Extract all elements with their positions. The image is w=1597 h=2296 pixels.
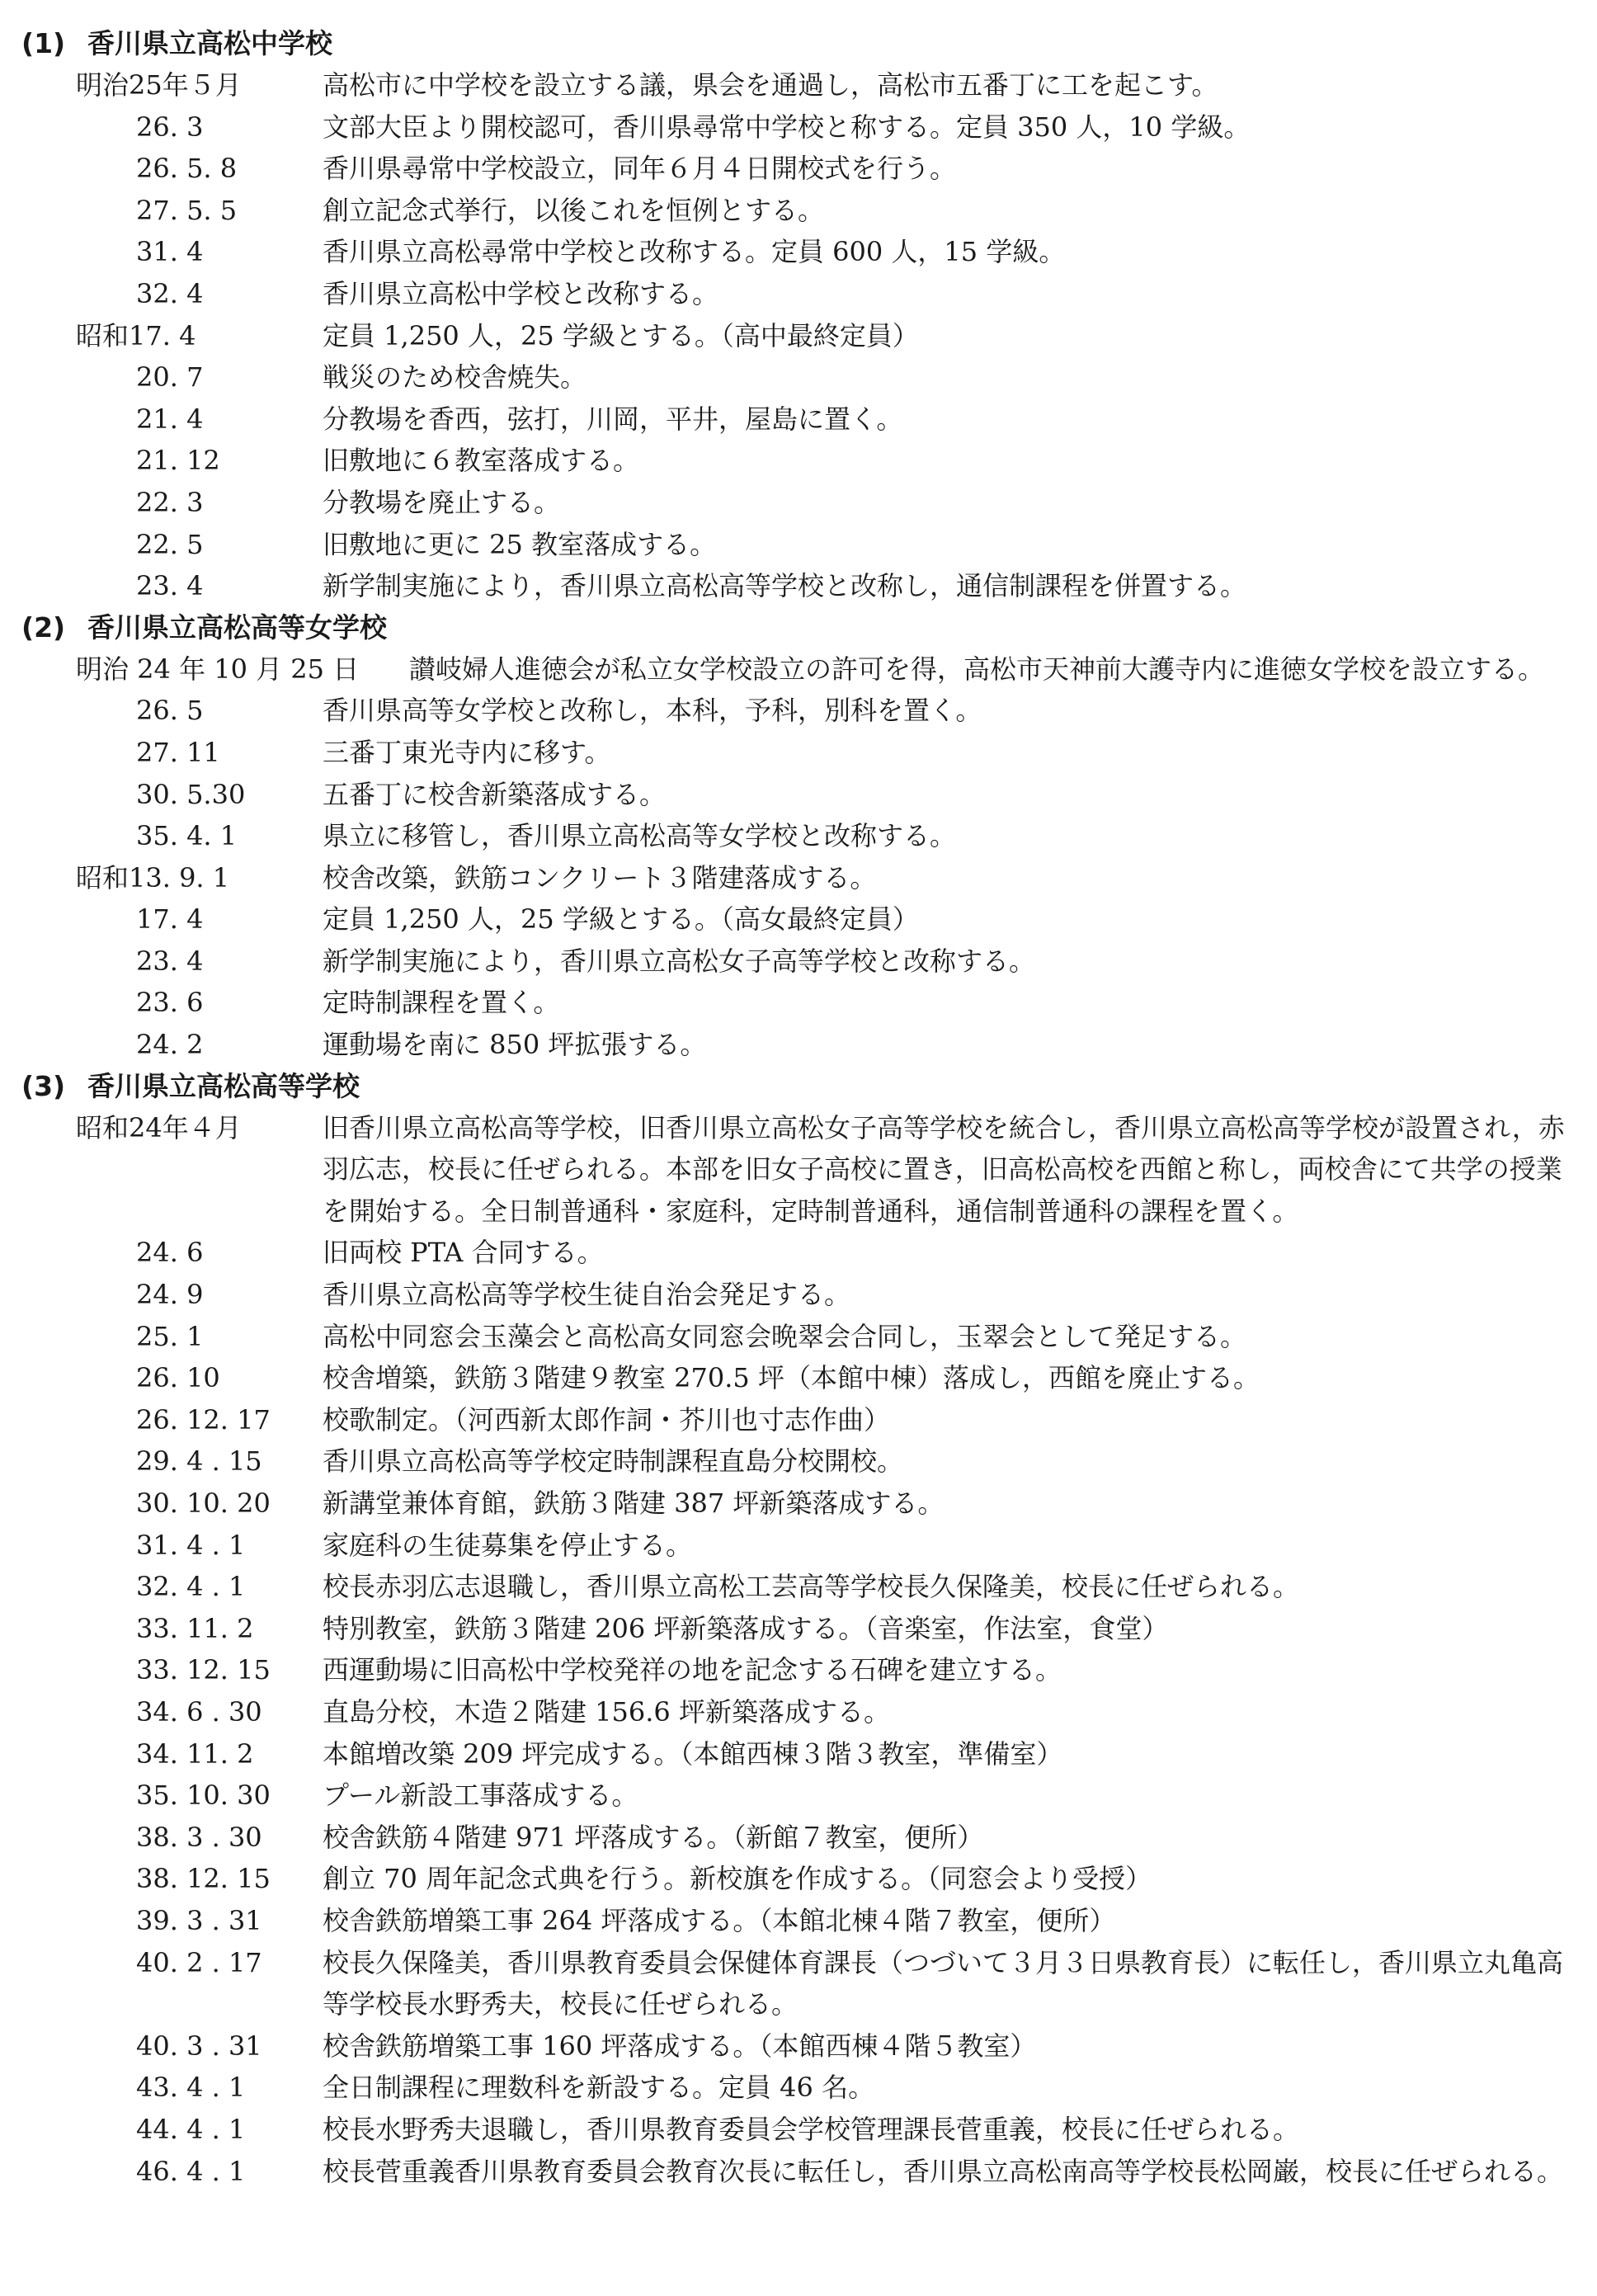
entry-text: 分教場を廃止する。	[323, 486, 561, 518]
entry-date: 昭和17. 4	[76, 319, 196, 351]
entry-text: 戦災のため校舎焼失。	[323, 361, 587, 394]
entry-text: 西運動場に旧高松中学校発祥の地を記念する石碑を建立する。	[323, 1654, 1062, 1686]
timeline-entry	[0, 2025, 1597, 2067]
section-number: (1)	[21, 27, 66, 59]
entry-date: 43. 4 . 1	[136, 2072, 246, 2104]
entry-text: 定員 1,250 人，25 学級とする。（高女最終定員）	[323, 903, 919, 936]
entry-date: 23. 6	[136, 987, 204, 1019]
timeline-entry	[0, 1691, 1597, 1733]
timeline-entry	[0, 106, 1597, 149]
entry-date: 21. 4	[136, 403, 204, 435]
entry-text: 三番丁東光寺内に移す。	[323, 736, 611, 768]
section-title: 香川県立高松中学校	[87, 27, 332, 59]
timeline-entry	[0, 815, 1597, 857]
timeline-entry	[0, 1817, 1597, 1859]
timeline-entry	[0, 1024, 1597, 1066]
entry-text: 創立記念式挙行，以後これを恒例とする。	[323, 194, 825, 226]
entry-text: 家庭科の生徒募集を停止する。	[323, 1529, 693, 1561]
entry-date: 昭和24年４月	[76, 1111, 242, 1143]
entry-text: 五番丁に校舎新築落成する。	[323, 778, 667, 810]
entry-text: 旧敷地に更に 25 教室落成する。	[323, 528, 717, 560]
timeline-entry	[0, 2067, 1597, 2109]
entry-text: 校長菅重義香川県教育委員会教育次長に転任し，香川県立高松南高等学校長松岡巌，校長に任ぜられる。	[323, 2155, 1564, 2187]
timeline-entry	[0, 1733, 1597, 1775]
entry-date: 明治 24 年 10 月 25 日	[76, 653, 360, 685]
entry-date: 46. 4 . 1	[136, 2155, 246, 2187]
entry-text: 直島分校，木造２階建 156.6 坪新築落成する。	[323, 1695, 890, 1728]
entry-text: 香川県立高松高等学校生徒自治会発足する。	[323, 1279, 851, 1311]
entry-date: 20. 7	[136, 361, 204, 394]
timeline-entry	[0, 482, 1597, 524]
timeline-entry	[0, 1858, 1597, 1900]
entry-text: 文部大臣より開校認可，香川県尋常中学校と称する。定員 350 人，10 学級。	[323, 111, 1251, 143]
entry-text: 旧敷地に６教室落成する。	[323, 445, 640, 477]
timeline-entry	[0, 356, 1597, 398]
entry-date: 34. 6 . 30	[136, 1695, 262, 1728]
entry-date: 24. 2	[136, 1029, 204, 1061]
entry-text: 県立に移管し，香川県立高松高等女学校と改称する。	[323, 820, 957, 852]
entry-text: 校長水野秀夫退職し，香川県教育委員会学校管理課長菅重義，校長に任ぜられる。	[323, 2113, 1300, 2145]
entry-text: 校長久保隆美，香川県教育委員会保健体育課長（つづいて３月３日県教育長）に転任し，香川県立丸亀高等学校長水野秀夫，校長に任ぜられる。	[323, 1946, 1564, 2020]
timeline-entry	[0, 1107, 1597, 1233]
entry-text: 特別教室，鉄筋３階建 206 坪新築落成する。（音楽室，作法室，食堂）	[323, 1612, 1169, 1644]
entry-date: 昭和13. 9. 1	[76, 861, 230, 893]
entry-date: 30. 5.30	[136, 778, 246, 810]
entry-date: 24. 6	[136, 1237, 204, 1269]
entry-date: 40. 3 . 31	[136, 2030, 262, 2062]
entry-date: 39. 3 . 31	[136, 1904, 262, 1936]
timeline-entry	[0, 1357, 1597, 1399]
entry-date: 22. 3	[136, 486, 204, 518]
section-heading	[0, 23, 1597, 64]
entry-date: 30. 10. 20	[136, 1487, 271, 1519]
entry-date: 31. 4 . 1	[136, 1529, 246, 1561]
timeline-entry	[0, 1649, 1597, 1691]
entry-text: 創立 70 周年記念式典を行う。新校旗を作成する。（同窓会より受授）	[323, 1863, 1152, 1895]
timeline-entry	[0, 1900, 1597, 1942]
entry-text: 旧香川県立高松高等学校，旧香川県立高松女子高等学校を統合し，香川県立高松高等学校が設置され，赤羽広志，校長に任ぜられる。本部を旧女子高校に置き，旧高松高校を西館と称し，両校舎にて共学の授業を開始する。全日制普通科・家庭科，定時制普通科，通信制普通科の課程を置く。	[323, 1111, 1565, 1227]
entry-text: 定員 1,250 人，25 学級とする。（高中最終定員）	[323, 319, 919, 351]
entry-date: 40. 2 . 17	[136, 1946, 262, 1978]
timeline-entry	[0, 2109, 1597, 2151]
entry-date: 35. 10. 30	[136, 1780, 271, 1812]
timeline-entry	[0, 2151, 1597, 2193]
entry-date: 32. 4	[136, 277, 204, 309]
entry-text: 香川県立高松中学校と改称する。	[323, 277, 719, 309]
timeline-entry	[0, 565, 1597, 607]
timeline-entry	[0, 1483, 1597, 1525]
entry-text: 新学制実施により，香川県立高松高等学校と改称し，通信制課程を併置する。	[323, 570, 1247, 602]
section-title: 香川県立高松高等女学校	[87, 611, 387, 644]
timeline-entry	[0, 1274, 1597, 1316]
entry-text: 高松中同窓会玉藻会と高松高女同窓会晩翠会合同し，玉翠会として発足する。	[323, 1320, 1247, 1352]
entry-text: 新講堂兼体育館，鉄筋３階建 387 坪新築落成する。	[323, 1487, 945, 1519]
entry-text: 高松市に中学校を設立する議，県会を通過し，高松市五番丁に工を起こす。	[323, 69, 1218, 101]
timeline-entry	[0, 1608, 1597, 1650]
timeline-entry	[0, 398, 1597, 441]
entry-date: 26. 3	[136, 111, 204, 143]
entry-date: 26. 10	[136, 1362, 220, 1394]
timeline-entry	[0, 148, 1597, 190]
entry-date: 26. 5. 8	[136, 153, 238, 185]
entry-date: 明治25年５月	[76, 69, 242, 101]
timeline-entry	[0, 273, 1597, 315]
entry-text: 校舎改築，鉄筋コンクリート３階建落成する。	[323, 861, 877, 893]
entry-date: 25. 1	[136, 1320, 204, 1352]
timeline-entry	[0, 1566, 1597, 1608]
entry-date: 29. 4 . 15	[136, 1445, 262, 1478]
entry-text: 讃岐婦人進徳会が私立女学校設立の許可を得，高松市天神前大護寺内に進徳女学校を設立する。	[409, 653, 1545, 685]
entry-text: 運動場を南に 850 坪拡張する。	[323, 1029, 707, 1061]
entry-date: 44. 4 . 1	[136, 2113, 246, 2145]
entry-date: 26. 12. 17	[136, 1403, 271, 1436]
entry-text: 新学制実施により，香川県立高松女子高等学校と改称する。	[323, 945, 1036, 977]
timeline-entry	[0, 690, 1597, 732]
entry-text: 校舎増築，鉄筋３階建９教室 270.5 坪（本館中棟）落成し，西館を廃止する。	[323, 1362, 1260, 1394]
entry-date: 32. 4 . 1	[136, 1571, 246, 1603]
entry-date: 31. 4	[136, 236, 204, 268]
timeline-entry	[0, 231, 1597, 273]
entry-date: 23. 4	[136, 945, 204, 977]
entry-date: 34. 11. 2	[136, 1737, 254, 1770]
timeline-entry	[0, 857, 1597, 899]
entry-text: 全日制課程に理数科を新設する。定員 46 名。	[323, 2072, 875, 2104]
entry-date: 33. 12. 15	[136, 1654, 271, 1686]
entry-text: 校舎鉄筋４階建 971 坪落成する。（新館７教室，便所）	[323, 1821, 984, 1853]
timeline-entry	[0, 982, 1597, 1024]
section-heading	[0, 1066, 1597, 1107]
entry-date: 17. 4	[136, 903, 204, 936]
section-number: (3)	[21, 1069, 66, 1102]
section-number: (2)	[21, 611, 66, 644]
timeline-entry	[0, 1525, 1597, 1567]
entry-text: 本館増改築 209 坪完成する。（本館西棟３階３教室，準備室）	[323, 1737, 1063, 1770]
timeline-entry	[0, 898, 1597, 941]
section-heading	[0, 607, 1597, 648]
entry-date: 35. 4. 1	[136, 820, 238, 852]
timeline-entry	[0, 315, 1597, 357]
timeline-entry	[0, 190, 1597, 232]
entry-date: 23. 4	[136, 570, 204, 602]
timeline-entry	[0, 1775, 1597, 1817]
timeline-entry	[0, 524, 1597, 566]
timeline-entry	[0, 440, 1597, 482]
entry-date: 22. 5	[136, 528, 204, 560]
entry-text: 旧両校 PTA 合同する。	[323, 1237, 604, 1269]
entry-text: 香川県尋常中学校設立，同年６月４日開校式を行う。	[323, 153, 957, 185]
history-section	[0, 23, 1597, 607]
timeline-entry	[0, 1232, 1597, 1274]
history-document	[0, 23, 1597, 2192]
entry-text: 定時制課程を置く。	[323, 987, 560, 1019]
entry-text: 校長赤羽広志退職し，香川県立高松工芸高等学校長久保隆美，校長に任ぜられる。	[323, 1571, 1300, 1603]
entry-text: 校舎鉄筋増築工事 264 坪落成する。（本館北棟４階７教室，便所）	[323, 1904, 1116, 1936]
entry-text: プール新設工事落成する。	[323, 1780, 638, 1812]
entry-text: 校舎鉄筋増築工事 160 坪落成する。（本館西棟４階５教室）	[323, 2030, 1037, 2062]
timeline-entry	[0, 1399, 1597, 1441]
timeline-entry	[0, 1316, 1597, 1358]
entry-text: 香川県高等女学校と改称し，本科，予科，別科を置く。	[323, 695, 982, 727]
entry-date: 21. 12	[136, 445, 220, 477]
entry-date: 26. 5	[136, 695, 204, 727]
entry-text: 分教場を香西，弦打，川岡，平井，屋島に置く。	[323, 403, 903, 435]
timeline-entry	[0, 1440, 1597, 1483]
timeline-entry	[0, 648, 1597, 691]
entry-text: 校歌制定。（河西新太郎作詞・芥川也寸志作曲）	[323, 1403, 891, 1436]
history-section	[0, 607, 1597, 1066]
timeline-entry	[0, 941, 1597, 983]
entry-date: 27. 5. 5	[136, 194, 238, 226]
entry-date: 27. 11	[136, 736, 220, 768]
timeline-entry	[0, 732, 1597, 774]
timeline-entry	[0, 1942, 1597, 2025]
entry-date: 24. 9	[136, 1279, 204, 1311]
entry-date: 33. 11. 2	[136, 1612, 254, 1644]
entry-date: 38. 3 . 30	[136, 1821, 262, 1853]
timeline-entry	[0, 774, 1597, 816]
entry-text: 香川県立高松尋常中学校と改称する。定員 600 人，15 学級。	[323, 236, 1066, 268]
section-title: 香川県立高松高等学校	[87, 1069, 360, 1102]
history-section	[0, 1066, 1597, 2192]
entry-text: 香川県立高松高等学校定時制課程直島分校開校。	[323, 1445, 904, 1478]
entry-date: 38. 12. 15	[136, 1863, 271, 1895]
timeline-entry	[0, 64, 1597, 106]
